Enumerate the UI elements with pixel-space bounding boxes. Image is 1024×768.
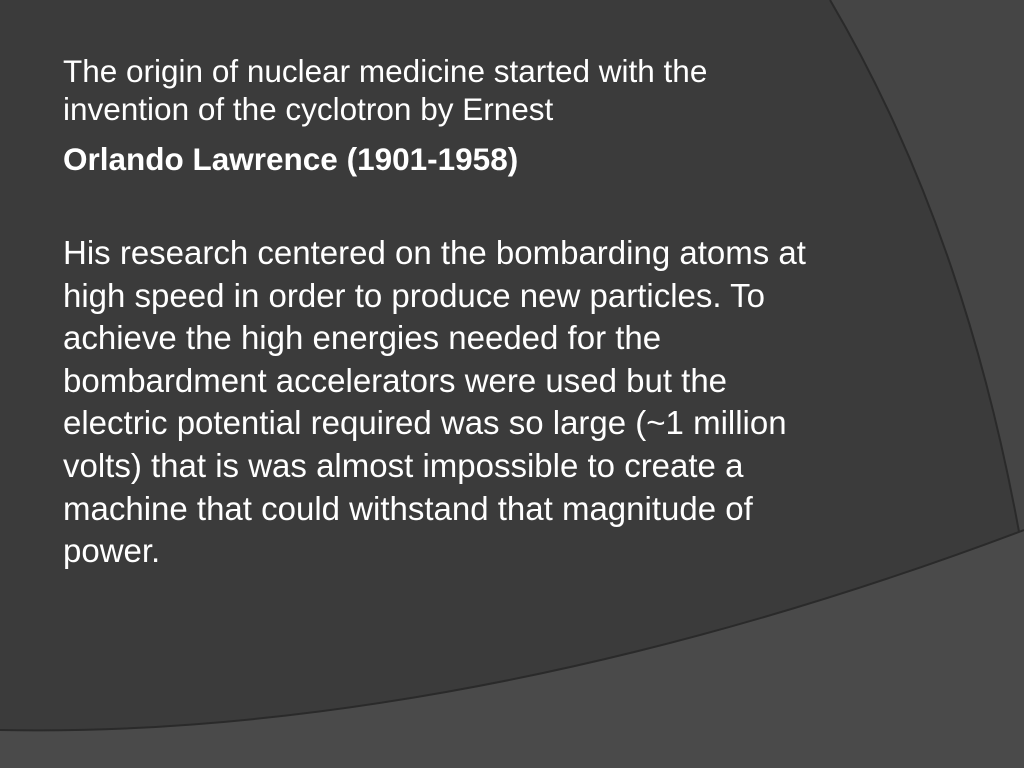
scientist-name: Orlando Lawrence (1901-1958) xyxy=(63,141,519,177)
research-paragraph: His research centered on the bombarding atoms at high speed in order to produce new particles. To achieve the high energies needed for the bombardment accelerators were used but the electric potential required was so large (~1 million volts) that is was almost impossible to create a machine that could withstand that magnitude of power. xyxy=(63,234,806,570)
slide-text xyxy=(63,52,823,573)
intro-paragraph: The origin of nuclear medicine started with the invention of the cyclotron by Ernest xyxy=(63,53,708,127)
